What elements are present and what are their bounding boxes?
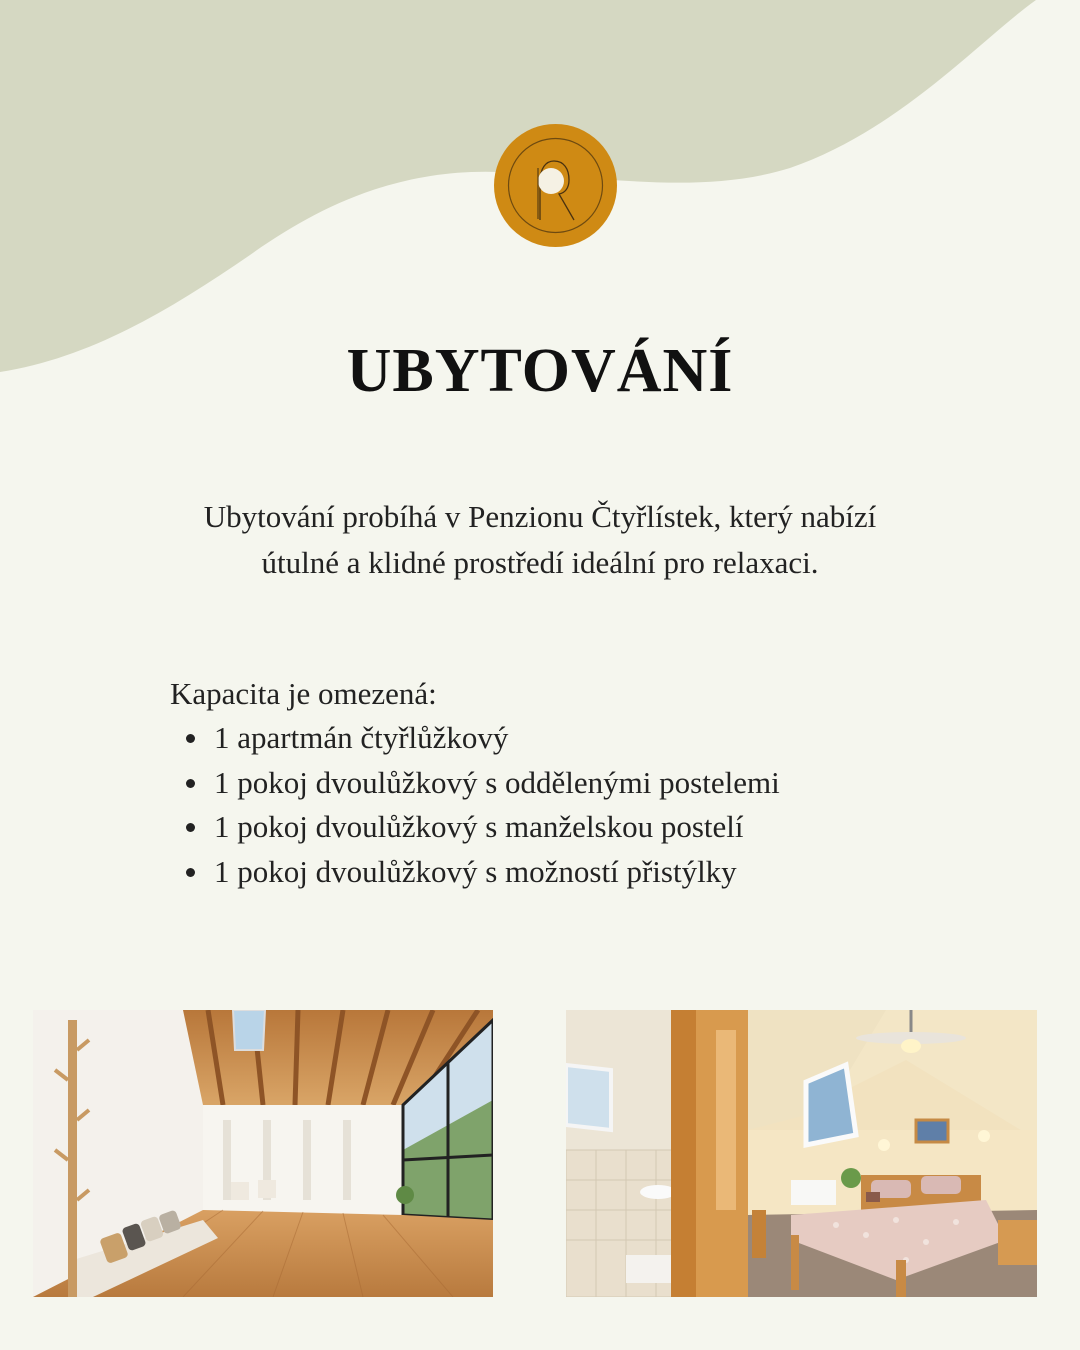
list-item-text: 1 pokoj dvoulůžkový s oddělenými postelemi bbox=[214, 764, 780, 800]
list-item-text: 1 pokoj dvoulůžkový s možností přistýlky bbox=[214, 853, 737, 889]
page-title: UBYTOVÁNÍ bbox=[346, 337, 734, 405]
list-item-text: 1 pokoj dvoulůžkový s manželskou postelí bbox=[214, 809, 744, 844]
bullet-icon bbox=[186, 779, 195, 788]
capacity-section bbox=[170, 672, 970, 894]
list-item-text: 1 apartmán čtyřlůžkový bbox=[214, 720, 509, 755]
intro-paragraph bbox=[120, 494, 960, 586]
bedroom-with-bathroom-photo bbox=[566, 1010, 1037, 1297]
loft-living-room-photo bbox=[33, 1010, 493, 1297]
brand-logo bbox=[494, 124, 617, 247]
bullet-icon bbox=[186, 823, 195, 832]
intro-line: útulné a klidné prostředí ideální pro relaxaci. bbox=[261, 545, 819, 580]
list-item bbox=[170, 716, 970, 761]
list-item bbox=[170, 805, 970, 850]
capacity-list bbox=[170, 716, 970, 894]
list-item bbox=[170, 850, 970, 895]
bullet-icon bbox=[186, 868, 195, 877]
intro-line: Ubytování probíhá v Penzionu Čtyřlístek, který nabízí bbox=[203, 499, 877, 534]
list-item bbox=[170, 761, 970, 806]
monogram-logo-icon bbox=[494, 124, 617, 247]
capacity-label: Kapacita je omezená: bbox=[170, 676, 437, 711]
bullet-icon bbox=[186, 734, 195, 743]
